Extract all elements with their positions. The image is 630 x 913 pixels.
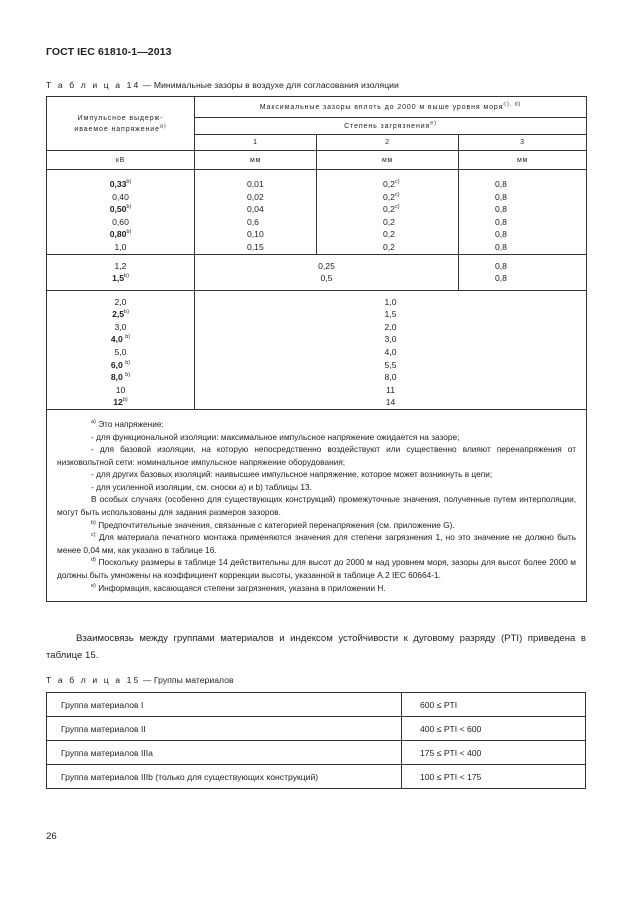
footnote-ref: а) xyxy=(159,123,167,130)
group1-voltages xyxy=(47,170,195,255)
cell-value: 0,33$^{b)}$ xyxy=(109,179,132,189)
max-clearance-header: Максимальные зазоры вплоть до 2000 м выше уровня моря$^{с), d)}$ xyxy=(195,97,587,118)
pollution-degree-2: 2 xyxy=(317,135,459,151)
footnote-line: - для других базовых изоляций: наивысшее импульсное напряжение, которое может возникнуть в цепи; xyxy=(91,469,493,480)
cell-value: 4,0 xyxy=(384,346,397,357)
footnote-ref: c) xyxy=(394,179,400,186)
pti-range: 400 ≤ PTI < 600 xyxy=(402,717,586,741)
group1-degree1 xyxy=(195,170,317,255)
footnote-line: $^{b)}$ Предпочтительные значения, связанные с категорией перенапряжения (см. приложение G). xyxy=(91,519,455,530)
cell-value: 5,5 xyxy=(384,359,397,370)
table-row xyxy=(47,693,586,717)
cell-value: 0,5 xyxy=(320,273,333,284)
footnote-ref: b) xyxy=(124,309,129,316)
cell-value: 11 xyxy=(386,384,395,395)
footnote-marker: е) xyxy=(91,582,96,589)
group3-voltages xyxy=(47,290,195,409)
footnote-ref: е) xyxy=(430,120,437,127)
cell-value: 0,8 xyxy=(495,241,507,252)
footnote-ref: b) xyxy=(125,334,131,341)
group2-voltages xyxy=(47,254,195,290)
pti-range: 100 ≤ PTI < 175 xyxy=(402,765,586,789)
material-group: Группа материалов IIIa xyxy=(47,741,402,765)
cell-value: 0,80$^{b)}$ xyxy=(109,229,132,240)
body-paragraph: Взаимосвязь между группами материалов и индексом устойчивости к дуговому разряду (PTI) приведена в таблице 15. xyxy=(46,633,586,661)
cell-value: 0,50$^{b)}$ xyxy=(109,204,132,215)
table14-caption xyxy=(46,80,399,90)
cell-value: 8,0 xyxy=(384,372,397,383)
cell-value: 1,5$^{b)}$ xyxy=(112,273,129,284)
footnote-line: $^{с)}$ Для материала печатного монтажа применяются значения для степени загрязнения 1, но это значение не должно быть менее 0,04 мм, как указано в таблице 16. xyxy=(57,532,577,555)
footnote-marker: а) xyxy=(91,419,96,426)
cell-value: 0,01 xyxy=(247,179,264,189)
table15-caption-title: — Группы материалов xyxy=(140,675,234,685)
footnote-marker: d) xyxy=(91,557,96,564)
footnote-ref: b) xyxy=(124,273,129,280)
footnote-ref: c) xyxy=(394,191,400,198)
footnote-ref: b) xyxy=(126,229,132,236)
footnote-marker: с) xyxy=(91,532,96,539)
material-group: Группа материалов IIIb (только для существующих конструкций) xyxy=(47,765,402,789)
pti-range: 175 ≤ PTI < 400 xyxy=(402,741,586,765)
cell-value: 0,6 xyxy=(247,216,259,227)
footnote-ref: b) xyxy=(126,204,132,211)
group3-all-degrees xyxy=(195,290,587,409)
footnote-ref: b) xyxy=(125,359,131,366)
footnote-ref: b) xyxy=(122,397,128,404)
cell-value: 0,2$^{c)}$ xyxy=(383,179,400,189)
pollution-degree-3: 3 xyxy=(459,135,587,151)
cell-value: 2,0 xyxy=(114,296,127,307)
cell-value: 0,8 xyxy=(495,229,507,240)
material-group: Группа материалов I xyxy=(47,693,402,717)
table15-caption-prefix: Т а б л и ц а 15 xyxy=(46,675,141,685)
footnote-line: - для усиленной изоляции, см. сноски а) и b) таблицы 13. xyxy=(91,481,312,492)
table14-caption-title: — Минимальные зазоры в воздухе для согласования изоляции xyxy=(140,80,399,90)
table14-caption-prefix: Т а б л и ц а 14 xyxy=(46,80,141,90)
cell-value: 0,8 xyxy=(495,179,507,189)
unit-kv: кВ xyxy=(47,151,195,170)
pollution-degree-1: 1 xyxy=(195,135,317,151)
material-groups-table xyxy=(46,692,586,789)
cell-value: 3,0 xyxy=(384,334,397,345)
table-row xyxy=(47,765,586,789)
cell-value: 0,8 xyxy=(495,260,507,271)
footnote-ref: b) xyxy=(126,179,132,186)
footnote-line: $^{е)}$ Информация, касающаяся степени загрязнения, указана в приложении Н. xyxy=(91,582,386,593)
group1-degree3 xyxy=(459,170,587,255)
cell-value: 1,0 xyxy=(114,241,127,252)
table15-caption xyxy=(46,675,234,685)
cell-value: 0,60 xyxy=(112,216,129,227)
cell-value: 6,0 $^{b)}$ xyxy=(110,359,131,370)
group2-degree12 xyxy=(195,254,459,290)
cell-value: 3,0 xyxy=(114,321,127,332)
footnote-line: - для базовой изоляции, на которую непосредственно воздействуют или существенно влияют перенапряжения от низковольтной сети: номинальное импульсное напряжение оборудования; xyxy=(57,444,577,467)
table-row xyxy=(47,717,586,741)
impulse-voltage-header: Импульсное выдерж- иваемое напряжение$^{а)}$ xyxy=(47,97,195,151)
table14-footnotes xyxy=(47,409,587,601)
cell-value: 2,5$^{b)}$ xyxy=(112,309,129,320)
material-group: Группа материалов II xyxy=(47,717,402,741)
footnote-ref: c) xyxy=(394,204,400,211)
unit-mm: мм xyxy=(317,151,459,170)
cell-value: 0,2 xyxy=(383,241,395,252)
table-row xyxy=(47,741,586,765)
cell-value: 0,2$^{c)}$ xyxy=(383,204,400,215)
cell-value: 0,04 xyxy=(247,204,264,215)
cell-value: 0,02 xyxy=(247,191,264,202)
cell-value: 0,25 xyxy=(318,260,335,271)
cell-value: 0,2 xyxy=(383,229,395,240)
clearance-table xyxy=(46,96,587,602)
cell-value: 0,40 xyxy=(112,191,129,202)
cell-value: 0,10 xyxy=(247,229,264,240)
group2-degree3 xyxy=(459,254,587,290)
cell-value: 1,0 xyxy=(384,296,397,307)
footnote-ref: b) xyxy=(125,372,131,379)
footnote-line: $^{а)}$ Это напряжение: xyxy=(91,418,164,429)
cell-value: 0,8 xyxy=(495,273,507,284)
document-header: ГОСТ IEC 61810-1—2013 xyxy=(46,46,172,58)
footnote-line: - для функциональной изоляции: максимальное импульсное напряжение ожидается на зазоре; xyxy=(91,431,460,442)
cell-value: 0,8 xyxy=(495,191,507,202)
footnote-marker: b) xyxy=(91,519,96,526)
page-number: 26 xyxy=(46,831,57,842)
pti-range: 600 ≤ PTI xyxy=(402,693,586,717)
unit-mm: мм xyxy=(195,151,317,170)
cell-value: 1,5 xyxy=(384,309,397,320)
cell-value: 14 xyxy=(385,397,396,408)
footnote-line: $^{d)}$ Поскольку размеры в таблице 14 действительны для высот до 2000 м над уровнем моря, зазоры для высот более 2000 м должны быть умножены на коэффициент коррекции высоты, указанной в таблице А.2 IEC 60664-1. xyxy=(57,557,577,581)
cell-value: 0,2$^{c)}$ xyxy=(383,191,400,202)
cell-value: 1,2 xyxy=(114,260,127,271)
cell-value: 0,15 xyxy=(247,241,264,252)
cell-value: 8,0 $^{b)}$ xyxy=(110,372,131,383)
cell-value: 0,8 xyxy=(495,216,507,227)
footnote-line: В особых случаях (особенно для существующих конструкций) промежуточные значения, полученные путем интерполяции, могут быть использованы для задания размеров зазоров. xyxy=(57,494,577,518)
cell-value: 0,8 xyxy=(495,204,507,215)
cell-value: 0,2 xyxy=(383,216,395,227)
cell-value: 12$^{b)}$ xyxy=(113,397,128,408)
cell-value: 5,0 xyxy=(114,346,127,357)
cell-value: 10 xyxy=(115,384,126,395)
group1-degree2 xyxy=(317,170,459,255)
cell-value: 4,0 $^{b)}$ xyxy=(110,334,131,345)
unit-mm: мм xyxy=(459,151,587,170)
footnote-ref: с), d) xyxy=(503,101,522,108)
cell-value: 2,0 xyxy=(384,321,397,332)
pollution-degree-header: Степень загрязнения$^{е)}$ xyxy=(195,118,587,135)
